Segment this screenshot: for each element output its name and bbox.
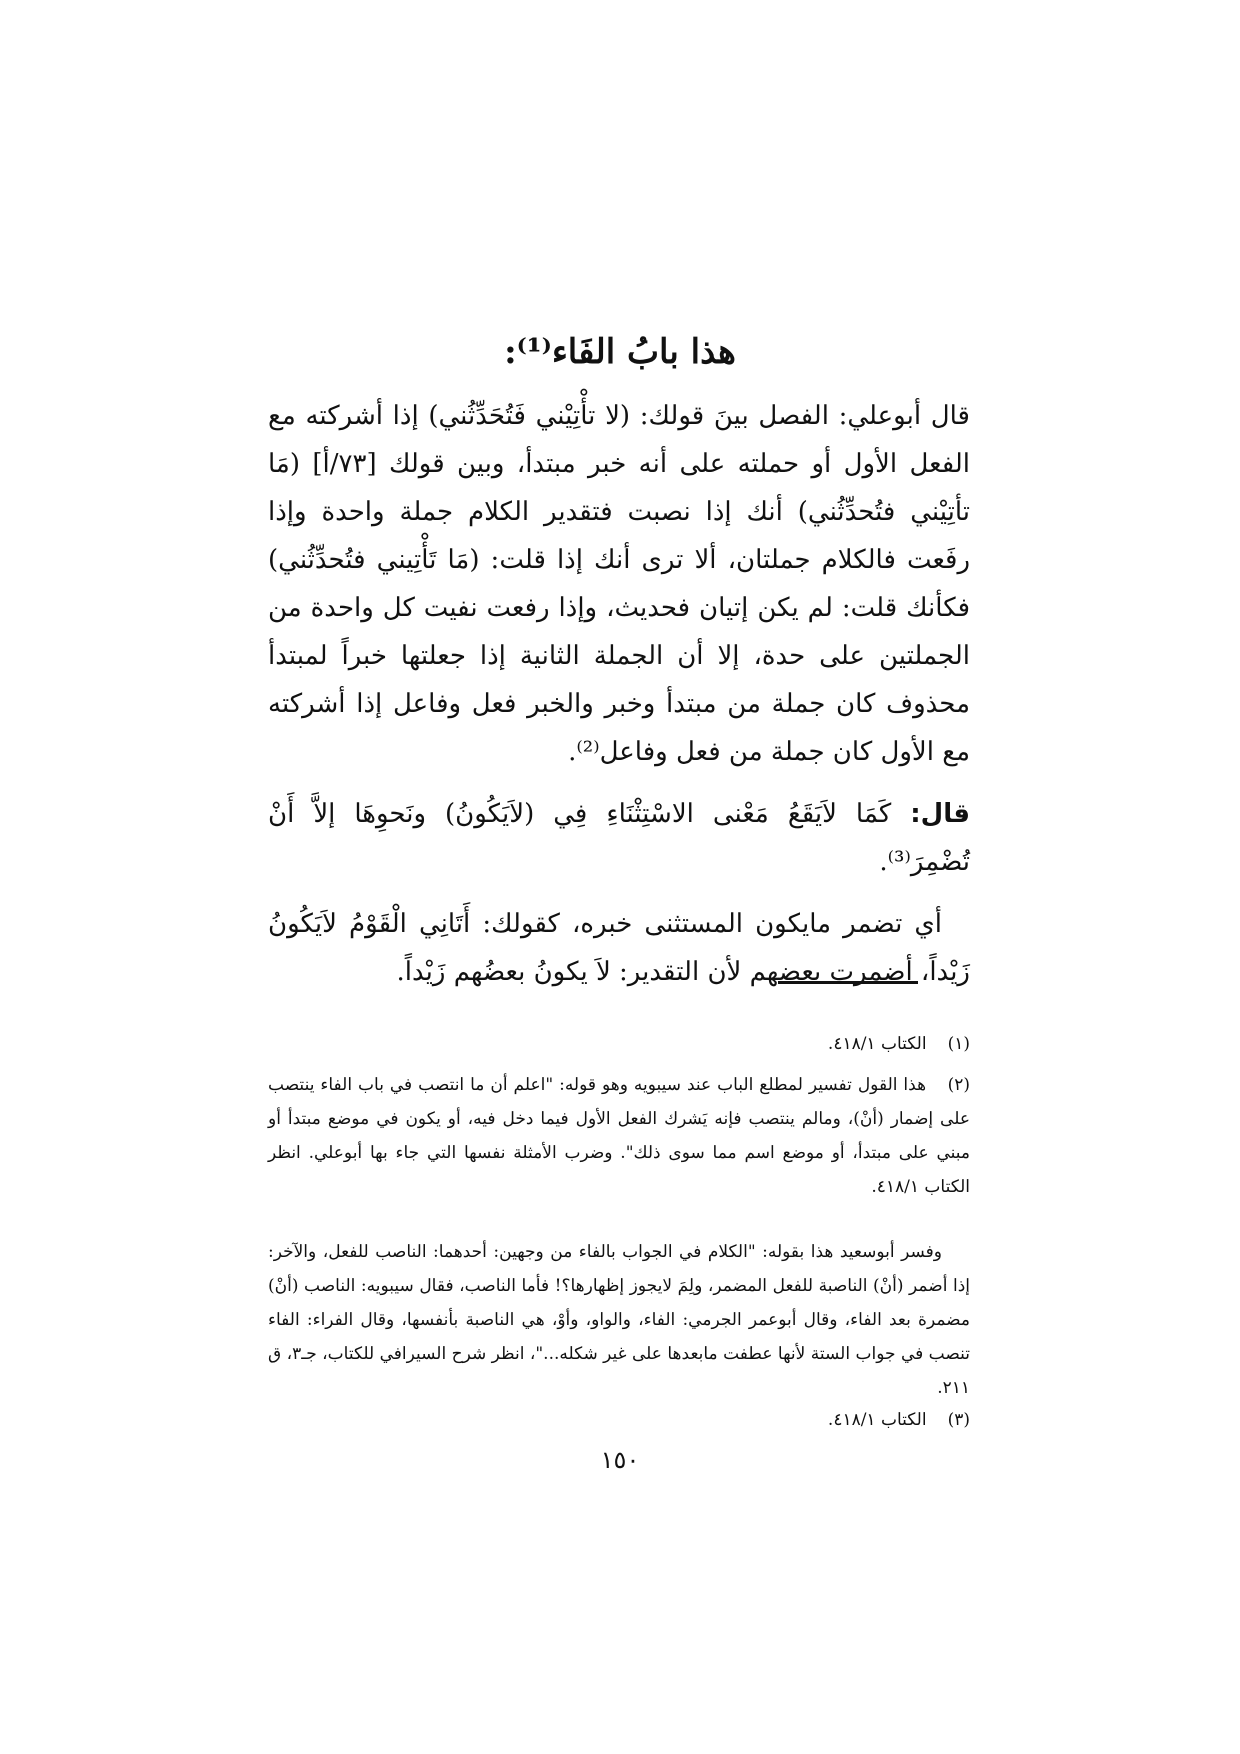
footnote-2-continuation-text: وفسر أبوسعيد هذا بقوله: "الكلام في الجواب بالفاء من وجهين: أحدهما: الناصب للفعل، والآخر: إذا أضمر (أنْ) الناصبة للفعل المضمر، ولِمَ لايجوز إظهارها؟! فأما الناصب، فقال سيبويه: الناصب (أنْ) مضمرة بعد الفاء، وقال أبوعمر الجرمي: الفاء، والواو، وأوْ، هي الناصبة بأنفسها، وقال الفراء: الفاء تنصب في جواب الستة لأنها عطفت مابعدها على غير شكله..."، انظر شرح السيرافي للكتاب، جـ٣، ق ٢١١. [268,1242,970,1398]
quoted-text-block [268,790,970,886]
footnote-divider [778,981,918,984]
footnote-3-marker: (٣) [947,1410,970,1430]
footnote-2-marker: (٢) [947,1075,971,1095]
footnote-2 [268,1068,970,1204]
footnote-3-text: الكتاب ٤١٨/١. [827,1410,927,1430]
footnote-1 [268,1027,970,1061]
footnote-2-continuation [268,1235,970,1405]
body-paragraph-1: قال أبوعلي: الفصل بينَ قولك: (لا تأْتِيْني فَتُحَدِّثُني) إذا أشركته مع الفعل الأول أو حملته على أنه خبر مبتدأ، وبين قولك [٧٣/أ] (مَا تأتِيْني فتُحدِّثُني) أنك إذا نصبت فتقدير الكلام جملة واحدة وإذا رفَعت فالكلام جملتان، ألا ترى أنك إذا قلت: (مَا تَأْتِيني فتُحدِّثُني) فكأنك قلت: لم يكن إتيان فحديث، وإذا رفعت نفيت كل واحدة من الجملتين على حدة، إلا أن الجملة الثانية إذا جعلتها خبراً لمبتدأ محذوف كان جملة من مبتدأ وخبر والخبر فعل وفاعل إذا أشركته مع الأول كان جملة من فعل وفاعل⁽²⁾. [268,401,971,767]
footnote-2-text: هذا القول تفسير لمطلع الباب عند سيبويه وهو قوله: "اعلم أن ما انتصب في باب الفاء ينتصب على إضمار (أنْ)، ومالم ينتصب فإنه يَشرك الفعل الأول فيما دخل فيه، أو يكون في موضع مبتدأ أو مبني على مبتدأ، أو موضع اسم مما سوى ذلك". وضرب الأمثلة نفسها التي جاء بها أبوعلي. انظر الكتاب ٤١٨/١. [268,1075,970,1197]
quoted-text: كَمَا لاَيَقَعُ مَعْنى الاسْتِثْنَاءِ فِي (لاَيَكُونُ) ونَحوِهَا إلاَّ أَنْ تُضْمِرَ⁽³⁾. [268,799,970,877]
footnote-3 [268,1403,970,1437]
footnote-1-text: الكتاب ٤١٨/١. [827,1034,927,1054]
chapter-title: هذا بابُ الفَاء⁽¹⁾: [504,332,736,372]
body-paragraph-2-text: أي تضمر مايكون المستثنى خبره، كقولك: أَتَانِي الْقَوْمُ لاَيَكُونُ زَيْداً، أضمرت بعضهم لأن التقدير: لاَ يكونُ بعضُهم زَيْداً. [268,909,970,987]
qala-label: قال: [910,799,971,829]
page-number: ١٥٠ [600,1446,640,1474]
footnote-1-marker: (١) [947,1034,970,1054]
